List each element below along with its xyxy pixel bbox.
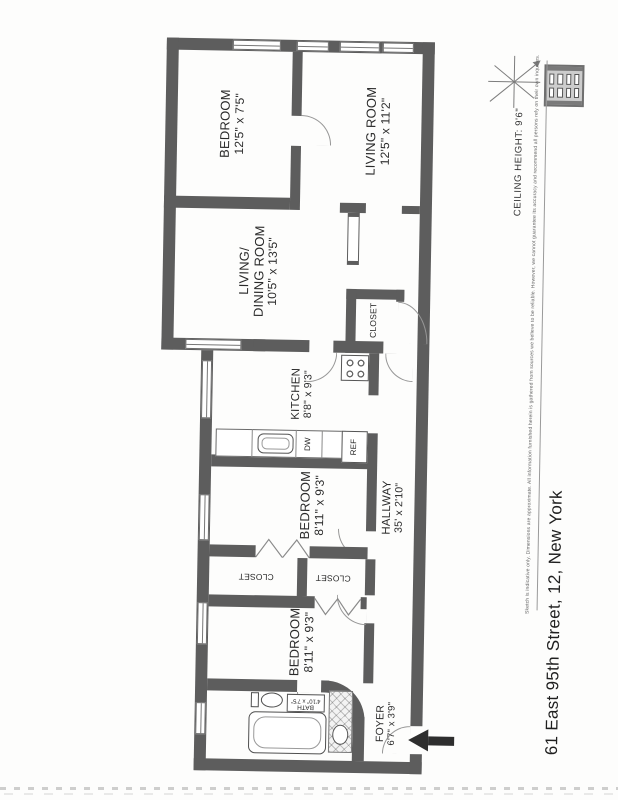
window <box>340 42 380 53</box>
bath-label: BATH 4'10" x 7'5" <box>291 696 321 711</box>
room-label-foyer: FOYER 6'7" x 3'9" <box>373 701 398 746</box>
window <box>199 494 210 540</box>
room-label-hallway: HALLWAY 35' x 2'10" <box>380 480 406 535</box>
kitchen-sink-icon <box>257 433 293 454</box>
wall-hallcloset-jamb <box>396 290 404 302</box>
logo-base <box>546 100 582 105</box>
dishwasher-label: DW <box>302 437 313 452</box>
logo-window <box>557 87 562 98</box>
wall-wing-left <box>161 37 179 349</box>
wall-closetrow-bottom-b <box>361 597 367 609</box>
wall-hallway-left-d <box>363 623 374 683</box>
brokerage-building-logo <box>544 64 585 107</box>
logo-window <box>549 87 554 98</box>
entry-arrow-icon <box>428 736 454 745</box>
entry-arrow-icon <box>408 729 428 751</box>
wall-closet-divider <box>297 558 308 596</box>
window <box>297 41 329 52</box>
room-label-closet-right: CLOSET <box>315 573 351 584</box>
room-label-hall-closet: CLOSET <box>367 302 379 339</box>
refrigerator-label: REF <box>348 438 359 456</box>
address-label: 61 East 95th Street, 12, New York <box>541 490 566 756</box>
wall-bottom <box>194 758 422 774</box>
door-arc-hallway-top <box>385 354 414 383</box>
window <box>195 702 206 734</box>
door-arc-bedroom1 <box>301 115 332 146</box>
window <box>233 40 281 51</box>
room-label-living-dining: LIVING/ DINING ROOM 10'5" x 13'5" <box>236 225 281 318</box>
logo-cornice <box>546 66 582 71</box>
room-label-living-room: LIVING ROOM 12'5" x 11'2" <box>362 86 393 176</box>
window <box>185 339 241 350</box>
wall-kitchen-top-a <box>253 339 309 352</box>
room-label-bedroom-2: BEDROOM 8'11" x 9'3" <box>296 470 327 540</box>
room-label-bedroom-1: BEDROOM 12'5" x 7'5" <box>216 89 247 158</box>
wall-closetrow-top-a <box>209 544 255 557</box>
bifold-door <box>255 537 309 558</box>
wall-bath-foyer <box>352 717 365 761</box>
logo-window <box>549 74 554 85</box>
toilet-icon <box>261 692 283 707</box>
bifold-door <box>314 596 360 617</box>
logo-window <box>574 87 579 98</box>
scan-artifact <box>0 787 618 790</box>
wall-bedroom1-right-a <box>292 52 303 116</box>
ceiling-height-note: CEILING HEIGHT: 9'6" <box>512 107 526 217</box>
bath-label-box <box>287 694 325 713</box>
logo-windows <box>549 74 579 99</box>
scan-artifact <box>4 793 614 795</box>
logo-window <box>557 74 562 85</box>
wall-bath-top-a <box>207 678 297 692</box>
radiator <box>347 213 360 265</box>
wall-bedroom1-bottom <box>164 195 290 209</box>
toilet-icon <box>251 692 259 707</box>
wall-stub-right <box>402 206 420 214</box>
wall-closetrow-top-b <box>309 546 367 559</box>
room-label-bedroom-3: BEDROOM 8'11" x 9'3" <box>286 607 317 677</box>
bathtub-icon <box>248 711 327 754</box>
wall-hallway-left-c <box>365 559 376 595</box>
wall-bedroom1-right-b <box>290 146 301 210</box>
logo-window <box>565 87 570 98</box>
window <box>197 602 208 644</box>
wall-stub-mid <box>340 203 366 213</box>
wall-closetrow-bottom-a <box>209 594 315 608</box>
logo-window <box>566 74 571 85</box>
stove-icon <box>341 355 369 382</box>
window <box>383 42 414 53</box>
wall-kitchen-top-b <box>333 341 383 354</box>
disclaimer-text: Sketch is indicative only. Dimensions are approximate. All information furnished herein is gathered from sources we believe to be reliable. However, we cannot guarantee its accuracy and recommend all persons rely on their own inquiries. <box>524 54 541 614</box>
room-label-kitchen: KITCHEN 8'8" x 9'3" <box>289 367 315 420</box>
window <box>201 360 212 418</box>
wall-right-lower <box>410 754 422 774</box>
wall-right-upper <box>410 42 435 726</box>
room-label-closet-left: CLOSET <box>238 571 274 583</box>
logo-window <box>574 74 579 85</box>
wall-hallway-left-b <box>366 433 378 531</box>
wall-hallway-left-a <box>368 353 379 395</box>
